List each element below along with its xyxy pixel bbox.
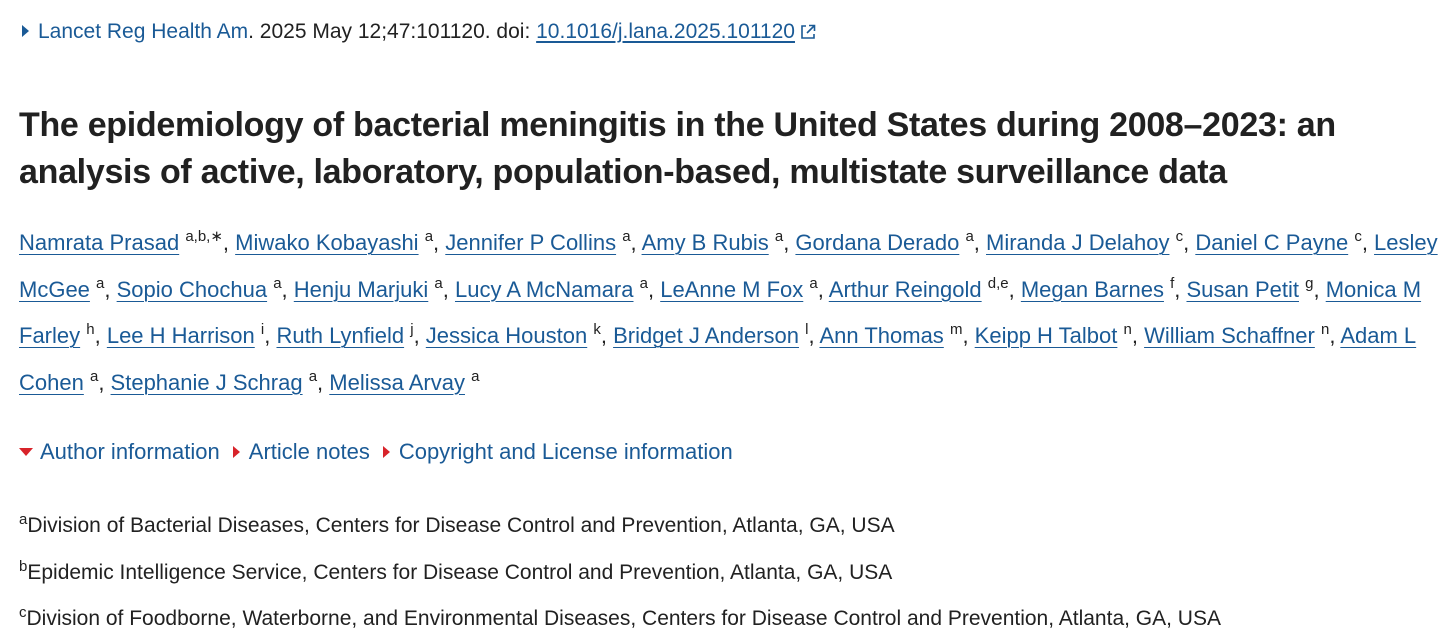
author-affiliation-marker: a — [273, 274, 282, 292]
author-link[interactable]: Keipp H Talbot — [974, 323, 1118, 348]
author-affiliation-marker: a — [774, 228, 784, 245]
author-link[interactable]: Monica M Farley — [19, 276, 1422, 348]
author-affiliation-marker: l — [805, 321, 809, 338]
author-affiliation-marker: c — [1354, 228, 1362, 245]
author-link[interactable]: Ruth Lynfield — [276, 323, 405, 348]
author-affiliation-marker: a — [89, 367, 99, 385]
author-link[interactable]: William Schaffner — [1144, 323, 1315, 348]
info-toggle-article-notes[interactable] — [233, 439, 370, 464]
affiliation-text: Division of Bacterial Diseases, Centers for Disease Control and Prevention, Atlanta, GA, USA — [27, 514, 895, 537]
author-affiliation-marker: n — [1123, 321, 1132, 338]
caret-right-icon — [383, 446, 390, 458]
affiliation-key: c — [19, 604, 27, 621]
author-affiliation-marker: m — [949, 321, 963, 338]
author-link[interactable]: Henju Marjuki — [293, 276, 429, 302]
author-affiliation-marker: a — [424, 228, 434, 245]
article-title: The epidemiology of bacterial meningitis in the United States during 2008–2023: an analysis of active, laboratory, population-based, multistate surveillance data — [19, 106, 1336, 191]
external-link-icon[interactable] — [799, 20, 817, 38]
affiliation-key: a — [19, 511, 28, 528]
info-toggle-label: Author information — [40, 439, 220, 464]
journal-link[interactable]: Lancet Reg Health Am — [38, 20, 249, 43]
affiliation-item — [19, 503, 1221, 550]
info-links-bar — [19, 435, 746, 469]
caret-right-icon — [233, 446, 240, 458]
author-link[interactable]: Amy B Rubis — [641, 230, 769, 255]
affiliation-list — [19, 503, 1221, 643]
author-affiliation-marker: j — [410, 321, 414, 338]
author-link[interactable]: Namrata Prasad — [19, 230, 180, 255]
author-affiliation-marker: a — [965, 228, 974, 245]
author-affiliation-marker: a — [96, 274, 105, 292]
author-link[interactable]: Ann Thomas — [819, 323, 944, 348]
author-link[interactable]: Jennifer P Collins — [445, 230, 617, 255]
author-link[interactable]: Lucy A McNamara — [454, 276, 634, 302]
info-toggle-label: Article notes — [248, 439, 370, 464]
affiliation-item — [19, 596, 1221, 643]
affiliation-key: b — [19, 557, 28, 575]
author-affiliation-marker: f — [1170, 274, 1175, 292]
author-affiliation-marker: a — [622, 228, 631, 245]
author-link[interactable]: Lesley McGee — [19, 230, 1438, 302]
author-affiliation-marker: a — [639, 274, 648, 292]
caret-down-icon — [19, 448, 33, 456]
author-list: Namrata Prasad $^{a,b,∗}$, Miwako Kobayashi $^a$, Jennifer P Collins $^a$, Amy B Rubis $^a$, Gordana Derado $^a$, Miranda J Delahoy $^c$, Daniel C Payne $^c$, Lesley McGee $^a$, Sopio Chochua $^a$, Henju Marjuki $^a$, Lucy A McNamara $^a$, LeAnne M Fox $^a$, Arthur Reingold $^{d,e}$, Megan Barnes $^f$, Susan Petit $^g$, Monica M Farley $^h$, Lee H Harrison $^i$, Ruth Lynfield $^j$, Jessica Houston $^k$, Bridget J Anderson $^l$, Ann Thomas $^m$, Keipp H Talbot $^n$, William Schaffner $^n$, Adam L Cohen $^a$, Stephanie J Schrag $^a$, Melissa Arvay $^a$ — [19, 228, 1438, 395]
citation-details: . 2025 May 12;47:101120. doi: — [248, 20, 537, 43]
author-link[interactable]: Melissa Arvay — [329, 369, 465, 395]
author-link[interactable]: Megan Barnes — [1020, 276, 1164, 302]
author-link[interactable]: Bridget J Anderson — [613, 323, 799, 348]
author-link[interactable]: Gordana Derado — [795, 230, 960, 255]
author-link[interactable]: Adam L Cohen — [19, 323, 1417, 395]
author-affiliation-marker: a,b,∗ — [185, 228, 223, 245]
author-link[interactable]: Susan Petit — [1186, 276, 1299, 302]
author-affiliation-marker: a — [308, 367, 318, 385]
affiliation-item — [19, 550, 1221, 597]
author-link[interactable]: Stephanie J Schrag — [110, 369, 303, 395]
author-link[interactable]: Miranda J Delahoy — [986, 230, 1170, 255]
author-link[interactable]: Lee H Harrison — [106, 323, 255, 348]
author-affiliation-marker: i — [260, 321, 265, 338]
info-toggle-author-information[interactable] — [19, 439, 220, 464]
affiliation-text: Epidemic Intelligence Service, Centers for Disease Control and Prevention, Atlanta, GA, USA — [27, 560, 893, 584]
info-toggle-label: Copyright and License information — [398, 439, 733, 464]
author-link[interactable]: LeAnne M Fox — [660, 276, 804, 302]
author-link[interactable]: Jessica Houston — [425, 323, 588, 348]
author-affiliation-marker: c — [1175, 228, 1184, 245]
author-affiliation-marker: g — [1305, 274, 1314, 292]
author-affiliation-marker: h — [86, 321, 95, 338]
caret-right-icon — [22, 25, 29, 37]
author-affiliation-marker: a — [471, 367, 480, 385]
author-affiliation-marker: n — [1320, 321, 1330, 338]
author-affiliation-marker: a — [809, 274, 818, 292]
info-toggle-copyright-and-license-information[interactable] — [383, 439, 733, 464]
author-affiliation-marker: k — [593, 321, 601, 338]
author-affiliation-marker: d,e — [987, 274, 1009, 292]
doi-link[interactable]: 10.1016/j.lana.2025.101120 — [536, 20, 795, 43]
citation-line — [22, 17, 817, 47]
author-link[interactable]: Miwako Kobayashi — [235, 230, 419, 255]
author-link[interactable]: Daniel C Payne — [1195, 230, 1349, 255]
author-link[interactable]: Arthur Reingold — [828, 276, 982, 302]
affiliation-text: Division of Foodborne, Waterborne, and Environmental Diseases, Centers for Disease Control and Prevention, Atlanta, GA, USA — [26, 607, 1221, 630]
author-link[interactable]: Sopio Chochua — [116, 276, 268, 302]
author-affiliation-marker: a — [434, 274, 443, 292]
